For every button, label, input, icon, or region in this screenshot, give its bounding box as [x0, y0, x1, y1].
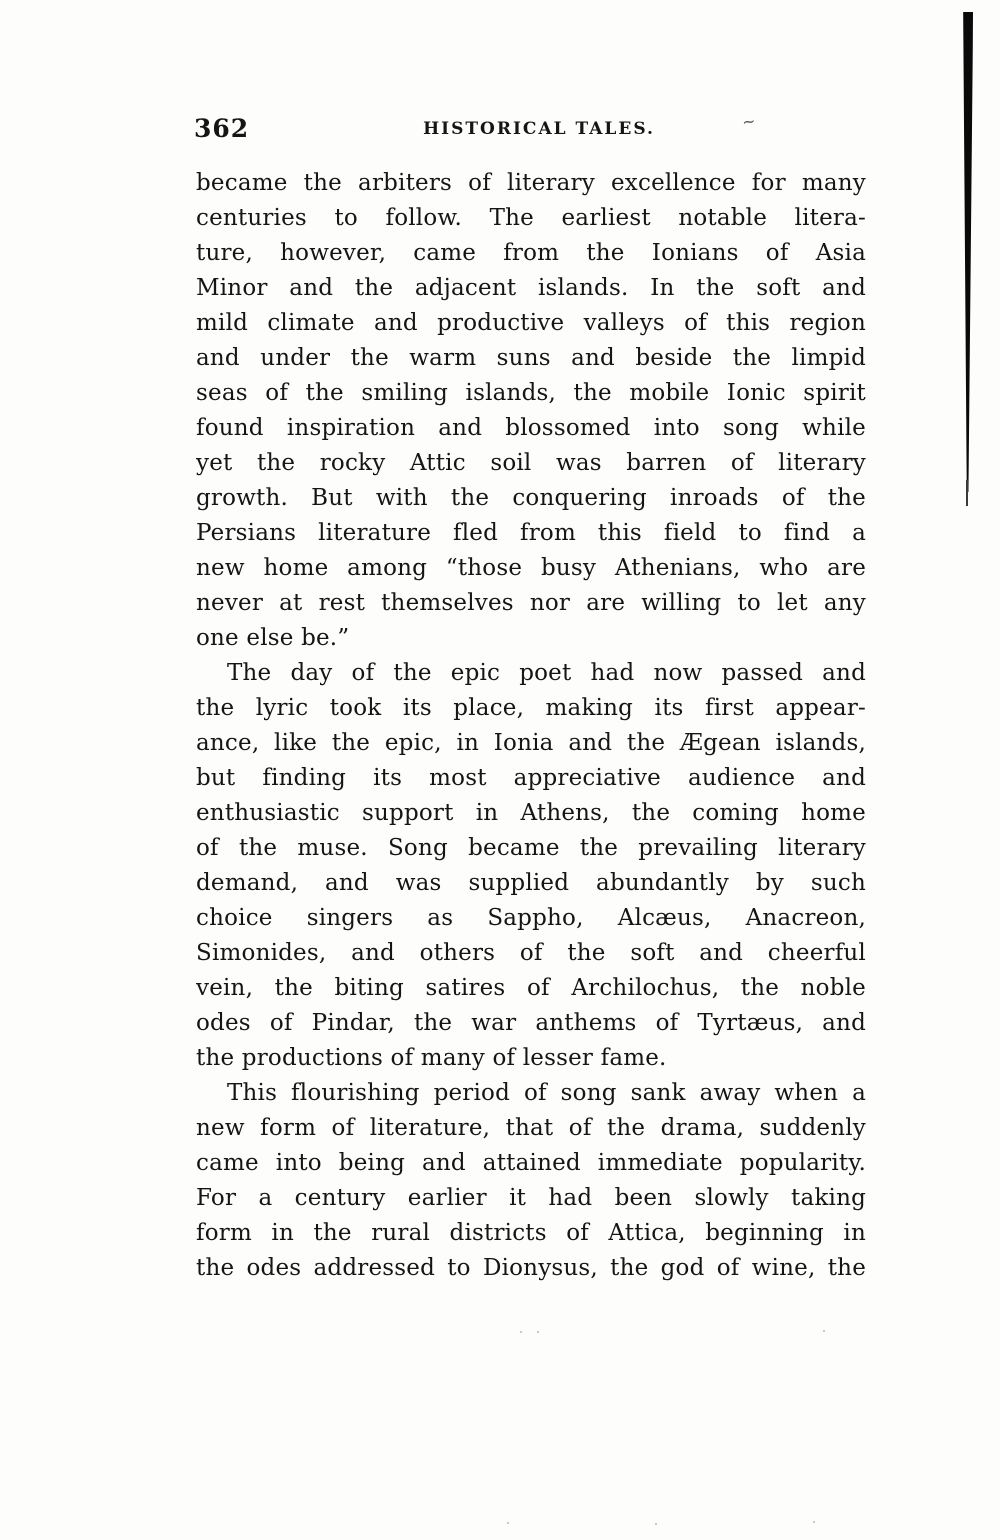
text-line: the odes addressed to Dionysus, the god of wine, the	[196, 1255, 866, 1281]
text-line: new home among “those busy Athenians, who are	[196, 555, 866, 581]
text-line: the lyric took its place, making its first appear-	[196, 695, 866, 721]
running-header	[196, 114, 866, 148]
text-line: For a century earlier it had been slowly taking	[196, 1185, 866, 1211]
text-line: mild climate and productive valleys of this region	[196, 310, 866, 336]
body-text	[196, 166, 866, 1286]
text-line: became the arbiters of literary excellence for many	[196, 170, 866, 196]
text-line: Persians literature fled from this field to find a	[196, 520, 866, 546]
scan-edge-artifact-tail	[966, 480, 968, 506]
text-line: but finding its most appreciative audience and	[196, 765, 866, 791]
text-line: growth. But with the conquering inroads of the	[196, 485, 866, 511]
page-number: 362	[194, 114, 250, 143]
running-title: HISTORICAL TALES.	[423, 119, 655, 139]
text-line: came into being and attained immediate popularity.	[196, 1150, 866, 1176]
text-line: centuries to follow. The earliest notable litera-	[196, 205, 866, 231]
text-line: found inspiration and blossomed into song while	[196, 415, 866, 441]
text-line: odes of Pindar, the war anthems of Tyrtæus, and	[196, 1010, 866, 1036]
text-line: ance, like the epic, in Ionia and the Ægean islands,	[196, 730, 866, 756]
book-page	[196, 0, 866, 1540]
text-line: seas of the smiling islands, the mobile Ionic spirit	[196, 380, 866, 406]
text-line: enthusiastic support in Athens, the coming home	[196, 800, 866, 826]
text-line: The day of the epic poet had now passed and	[227, 660, 866, 686]
text-line: yet the rocky Attic soil was barren of literary	[196, 450, 866, 476]
text-line: demand, and was supplied abundantly by such	[196, 870, 866, 896]
text-line: new form of literature, that of the drama, suddenly	[196, 1115, 866, 1141]
scan-mark-tilde: ~	[740, 111, 757, 132]
text-line: This flourishing period of song sank away when a	[227, 1080, 866, 1106]
text-line: ture, however, came from the Ionians of Asia	[196, 240, 866, 266]
text-line: of the muse. Song became the prevailing literary	[196, 835, 866, 861]
text-line: never at rest themselves nor are willing to let any	[196, 590, 866, 616]
scan-speck	[520, 1331, 522, 1333]
text-line: form in the rural districts of Attica, beginning in	[196, 1220, 866, 1246]
scan-speck	[655, 1523, 657, 1525]
scan-edge-artifact	[961, 12, 973, 492]
text-line: and under the warm suns and beside the limpid	[196, 345, 866, 371]
text-line: choice singers as Sappho, Alcæus, Anacreon,	[196, 905, 866, 931]
scan-speck	[537, 1331, 539, 1333]
scan-speck	[507, 1522, 509, 1524]
text-line: the productions of many of lesser fame.	[196, 1045, 667, 1071]
scan-speck	[823, 1330, 825, 1332]
text-line: Simonides, and others of the soft and cheerful	[196, 940, 866, 966]
text-line: one else be.”	[196, 625, 350, 651]
text-line: Minor and the adjacent islands. In the soft and	[196, 275, 866, 301]
scan-speck	[813, 1521, 815, 1523]
text-line: vein, the biting satires of Archilochus, the noble	[196, 975, 866, 1001]
